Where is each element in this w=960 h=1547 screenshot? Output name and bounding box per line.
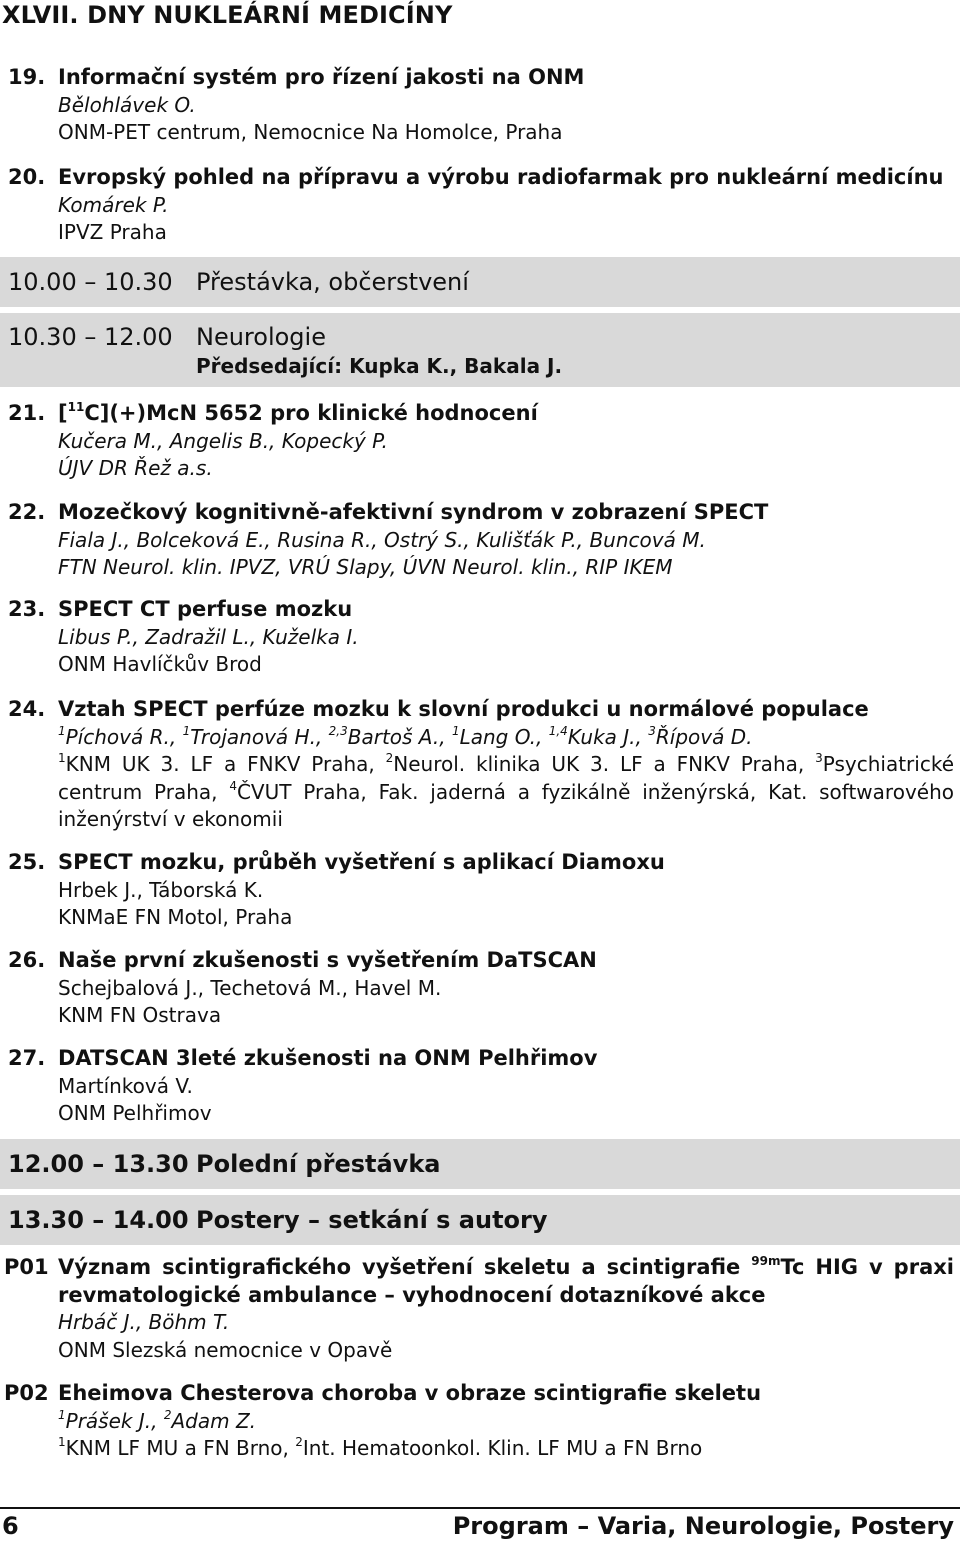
item-number: 24. [8, 697, 46, 721]
item-title: Evropský pohled na přípravu a výrobu radiofarmak pro nukleární medicínu [58, 165, 944, 189]
item-affiliation: ONM Pelhřimov [58, 1101, 212, 1125]
session-label: Přestávka, občerstvení [196, 268, 469, 296]
item-title: Eheimova Chesterova choroba v obraze scintigrafie skeletu [58, 1381, 762, 1405]
item-affiliation: KNM FN Ostrava [58, 1003, 222, 1027]
item-number: 19. [8, 65, 46, 89]
item-affiliation: $^1$KNM UK 3. LF a FNKV Praha, $^2$Neurol. klinika UK 3. LF a FNKV Praha, $^3$Psychiatrické [58, 751, 955, 776]
footer-title: Program – Varia, Neurologie, Postery [452, 1512, 954, 1540]
item-affiliation: ÚJV DR Řež a.s. [58, 456, 213, 480]
item-affiliation: ONM-PET centrum, Nemocnice Na Homolce, Praha [58, 120, 563, 144]
page-title: XLVII. DNY NUKLEÁRNÍ MEDICÍNY [2, 1, 453, 29]
item-authors: Hrbáč J., Böhm T. [58, 1310, 230, 1334]
page-header [0, 0, 960, 34]
item-number: P02 [4, 1381, 49, 1405]
item-title-cont: revmatologické ambulance – vyhodnocení dotazníkové akce [58, 1282, 766, 1307]
item-affiliation: ONM Havlíčkův Brod [58, 652, 262, 676]
item-authors: Fiala J., Bolceková E., Rusina R., Ostrý S., Kulišťák P., Buncová M. [58, 527, 706, 552]
session-label: Neurologie [196, 323, 326, 351]
item-authors: $^1$Prášek J., $^2$Adam Z. [58, 1407, 256, 1433]
item-authors: Schejbalová J., Techetová M., Havel M. [58, 975, 442, 1000]
item-number: 25. [8, 850, 46, 874]
item-authors: Bělohlávek O. [58, 92, 196, 117]
item-title: Vztah SPECT perfúze mozku k slovní produkci u normálové populace [58, 697, 869, 721]
item-number: 21. [8, 401, 46, 425]
item-number: P01 [4, 1255, 49, 1279]
session-bar-lunch [0, 1139, 960, 1189]
item-affiliation: KNMaE FN Motol, Praha [58, 905, 293, 929]
session-time: 10.30 – 12.00 [8, 323, 173, 351]
item-title: [$^{11}$C](+)McN 5652 pro klinické hodnocení [58, 400, 538, 425]
session-time: 13.30 – 14.00 [8, 1206, 189, 1234]
footer-divider [0, 1507, 960, 1509]
item-affiliation-cont: centrum Praha, $^4$ČVUT Praha, Fak. jaderná a fyzikálně inženýrská, Kat. softwarového [58, 778, 954, 804]
session-chair: Předsedající: Kupka K., Bakala J. [196, 354, 563, 378]
item-title: Naše první zkušenosti s vyšetřením DaTSCAN [58, 948, 597, 972]
page-number: 6 [2, 1512, 19, 1540]
session-time: 12.00 – 13.30 [8, 1150, 189, 1178]
item-number: 23. [8, 597, 46, 621]
item-affiliation: IPVZ Praha [58, 220, 167, 244]
item-title: SPECT CT perfuse mozku [58, 597, 353, 621]
item-authors: Komárek P. [58, 192, 169, 217]
item-title: Mozečkový kognitivně-afektivní syndrom v zobrazení SPECT [58, 500, 769, 524]
item-authors: Martínková V. [58, 1073, 193, 1098]
session-label: Polední přestávka [196, 1150, 441, 1178]
session-label: Postery – setkání s autory [196, 1206, 548, 1234]
item-authors: Hrbek J., Táborská K. [58, 877, 264, 902]
item-affiliation: ONM Slezská nemocnice v Opavě [58, 1337, 393, 1362]
item-title: SPECT mozku, průběh vyšetření s aplikací Diamoxu [58, 850, 665, 874]
item-title: Informační systém pro řízení jakosti na ONM [58, 65, 585, 89]
item-number: 22. [8, 500, 46, 524]
item-affiliation: $^1$KNM LF MU a FN Brno, $^2$Int. Hematoonkol. Klin. LF MU a FN Brno [58, 1435, 703, 1460]
item-title: Význam scintigrafického vyšetření skeletu a scintigrafie $^{99m}$Tc HIG v praxi [58, 1254, 954, 1279]
item-affiliation: FTN Neurol. klin. IPVZ, VRÚ Slapy, ÚVN Neurol. klin., RIP IKEM [58, 555, 673, 579]
session-bar-break [0, 257, 960, 307]
item-title: DATSCAN 3leté zkušenosti na ONM Pelhřimov [58, 1046, 598, 1070]
item-affiliation-end: inženýrství v ekonomii [58, 807, 283, 831]
item-authors: Kučera M., Angelis B., Kopecký P. [58, 428, 388, 453]
item-number: 26. [8, 948, 46, 972]
item-authors: Libus P., Zadražil L., Kuželka I. [58, 624, 359, 649]
session-bar-neurologie [0, 313, 960, 387]
item-number: 20. [8, 165, 46, 189]
item-authors: $^1$Píchová R., $^1$Trojanová H., $^{2,3}$Bartoš A., $^1$Lang O., $^{1,4}$Kuka J., $^3$Řípová D. [58, 723, 753, 749]
item-number: 27. [8, 1046, 46, 1070]
session-bar-posters [0, 1195, 960, 1245]
session-time: 10.00 – 10.30 [8, 268, 173, 296]
